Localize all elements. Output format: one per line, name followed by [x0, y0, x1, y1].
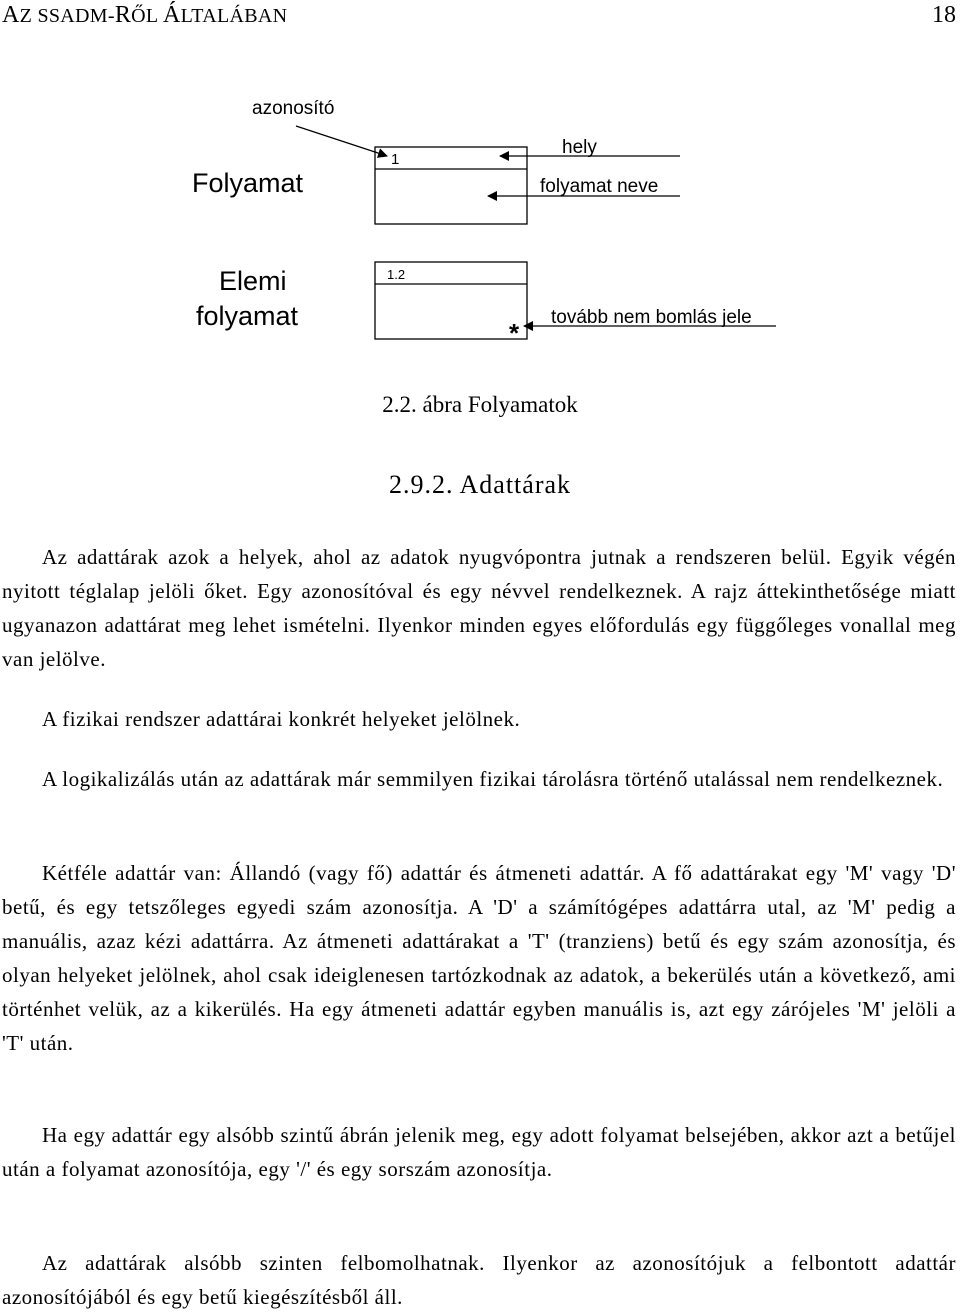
- location-annotation: hely: [562, 137, 597, 158]
- identifier-arrow: [296, 126, 387, 156]
- paragraph-intro: Az adattárak azok a helyek, ahol az adatok nyugvópontra jutnak a rendszeren belül. Egyik végén nyitott téglalap jelöli őket. Egy azonosítóval és egy névvel rendelkeznek. A rajz áttekinthetősége miatt ugyanazon adattárat meg lehet ismételni. Ilyenkor minden egyes előfordulás egy függőleges vonallal meg van jelölve.: [2, 545, 956, 671]
- process-diagram: [0, 80, 960, 360]
- elementary-label-line2: folyamat: [196, 301, 299, 331]
- header-title-part: LTALÁBAN: [180, 5, 288, 27]
- process-label: Folyamat: [192, 168, 304, 198]
- running-header-title: [2, 2, 287, 29]
- paragraph-lower-level: Ha egy adattár egy alsóbb szintű ábrán jelenik meg, egy adott folyamat belsejében, akkor azt a betűjel után a folyamat azonosítója, egy '/' és egy sorszám azonosítja.: [2, 1123, 956, 1181]
- paragraph-physical: A fizikai rendszer adattárai konkrét helyeket jelölnek.: [42, 707, 521, 731]
- no-decomposition-annotation: tovább nem bomlás jele: [551, 307, 752, 328]
- elementary-label-line1: Elemi: [219, 266, 287, 296]
- identifier-annotation: azonosító: [252, 98, 335, 119]
- page-number: 18: [932, 2, 956, 28]
- elementary-process-id: 1.2: [387, 267, 406, 282]
- decomposition-marker: *: [509, 318, 520, 348]
- process-id: 1: [391, 151, 400, 168]
- header-title-part: ŐL: [131, 5, 163, 27]
- paragraph-logical: A logikalizálás után az adattárak már semmilyen fizikai tárolásra történő utalással nem rendelkeznek.: [42, 767, 944, 791]
- diagram-lines: [0, 80, 960, 360]
- name-annotation: folyamat neve: [540, 176, 659, 197]
- header-title-cap-r: R: [114, 2, 132, 28]
- header-title-cap-a2: Á: [162, 2, 181, 28]
- header-title-cap-a: A: [2, 2, 20, 28]
- header-title-part: Z SSADM-: [19, 5, 115, 27]
- section-heading: 2.9.2. Adattárak: [388, 470, 572, 499]
- figure-caption: 2.2. ábra Folyamatok: [382, 392, 578, 417]
- paragraph-decomposition: Az adattárak alsóbb szinten felbomolhatnak. Ilyenkor az azonosítójuk a felbontott adattár azonosítójából és egy betű kiegészítésből áll.: [2, 1251, 956, 1309]
- paragraph-store-types: Kétféle adattár van: Állandó (vagy fő) adattár és átmeneti adattár. A fő adattárakat egy 'M' vagy 'D' betű, és egy tetszőleges egyedi szám azonosítja. A 'D' a számítógépes adattárra utal, az 'M' pedig a manuális, azaz kézi adattárra. Az átmeneti adattárakat a 'T' (tranziens) betű és egy szám azonosítja, és olyan helyeket jelölnek, ahol csak ideiglenesen tartózkodnak az adatok, a bekerülés után a következő, ami történhet velük, az a kikerülés. Ha egy átmeneti adattár egyben manuális is, azt egy zárójeles 'M' jelöli a 'T' után.: [2, 861, 956, 1055]
